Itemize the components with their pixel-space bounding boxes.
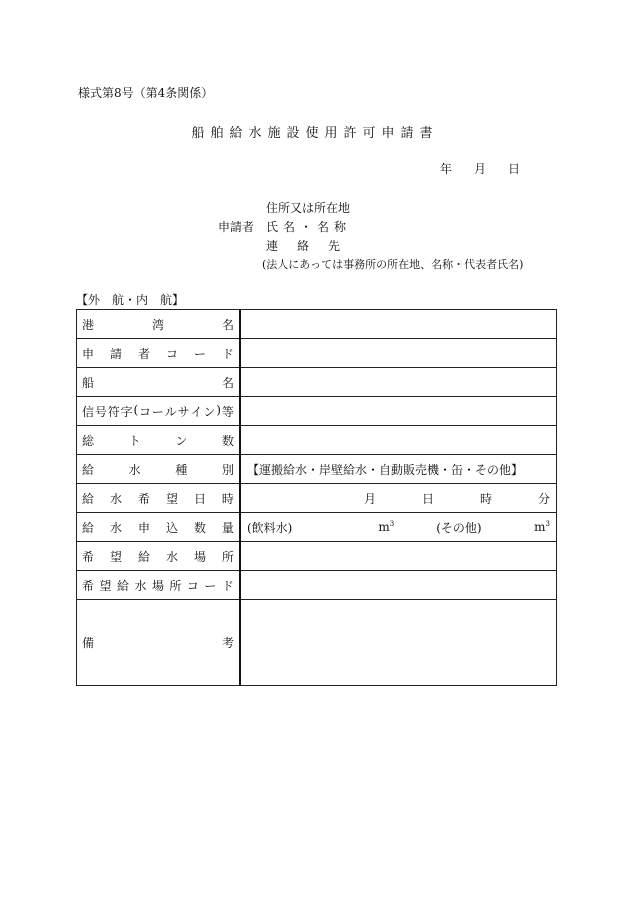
label-char: 希 bbox=[137, 491, 150, 506]
date-day: 日 bbox=[508, 162, 521, 176]
form-row-value[interactable] bbox=[240, 600, 557, 686]
label-char: 水 bbox=[134, 578, 147, 593]
form-row-label-text bbox=[82, 432, 234, 449]
form-row-label bbox=[77, 426, 241, 455]
form-row-label bbox=[77, 571, 241, 600]
document-title: 船舶給水施設使用許可申請書 bbox=[191, 126, 439, 141]
label-char: 時 bbox=[221, 491, 234, 506]
label-char: ー bbox=[204, 578, 217, 593]
label-char: 者 bbox=[137, 346, 150, 361]
label-char: 港 bbox=[82, 317, 95, 332]
label-char: 請 bbox=[109, 346, 122, 361]
form-row-label bbox=[77, 600, 241, 686]
label-char: 場 bbox=[193, 549, 206, 564]
label-char: 給 bbox=[82, 520, 95, 535]
label-char: コ bbox=[139, 404, 152, 419]
application-date bbox=[440, 160, 520, 177]
form-row-label bbox=[77, 513, 241, 542]
datetime-unit-hour: 時 bbox=[479, 491, 492, 506]
form-row bbox=[77, 368, 557, 397]
quantity-other-label: (その他) bbox=[436, 520, 482, 535]
label-char: 込 bbox=[165, 520, 178, 535]
label-char: 数 bbox=[221, 433, 234, 448]
form-row-label bbox=[77, 397, 241, 426]
form-row-label bbox=[77, 455, 241, 484]
label-char: 水 bbox=[128, 462, 141, 477]
label-char: ト bbox=[128, 433, 141, 448]
form-row-label bbox=[77, 310, 241, 339]
label-char: ド bbox=[221, 578, 234, 593]
applicant-contact-label: 連絡先 bbox=[266, 239, 360, 253]
datetime-unit-day: 日 bbox=[421, 491, 434, 506]
label-char: 総 bbox=[82, 433, 95, 448]
label-char: 備 bbox=[82, 636, 95, 650]
label-char: 給 bbox=[82, 491, 95, 506]
label-char: 等 bbox=[221, 404, 234, 419]
quantity-unit-drinking bbox=[378, 520, 394, 534]
form-row-label-text bbox=[82, 316, 234, 333]
form-row-value[interactable] bbox=[240, 455, 557, 484]
application-form-table bbox=[76, 309, 557, 686]
form-row bbox=[77, 426, 557, 455]
label-char: 希 bbox=[82, 549, 95, 564]
form-row bbox=[77, 339, 557, 368]
label-char: 望 bbox=[99, 578, 112, 593]
form-row-label-text bbox=[82, 519, 234, 536]
quantity-fields bbox=[247, 519, 550, 536]
label-char: 数 bbox=[193, 520, 206, 535]
label-char: 場 bbox=[151, 578, 164, 593]
form-row bbox=[77, 455, 557, 484]
label-char: ( bbox=[133, 402, 139, 417]
quantity-unit-other-base: m bbox=[534, 520, 546, 534]
form-row-label-text bbox=[82, 634, 234, 651]
applicant-label: 申請者 bbox=[218, 220, 255, 234]
label-char: コ bbox=[165, 346, 178, 361]
label-char: ー bbox=[151, 404, 164, 419]
label-char: 給 bbox=[116, 578, 129, 593]
form-row-label-text bbox=[82, 548, 234, 565]
label-char: 希 bbox=[82, 578, 95, 593]
quantity-unit-other bbox=[534, 520, 550, 534]
form-row-label-text bbox=[82, 345, 234, 362]
quantity-unit-other-exponent: 3 bbox=[545, 520, 550, 528]
label-char: 別 bbox=[221, 462, 234, 477]
label-char: 信 bbox=[82, 404, 95, 419]
date-year: 年 bbox=[440, 162, 453, 176]
label-char: 所 bbox=[169, 578, 182, 593]
form-row-value[interactable] bbox=[240, 426, 557, 455]
form-row-value[interactable] bbox=[240, 542, 557, 571]
form-row-value[interactable] bbox=[240, 310, 557, 339]
form-row-label bbox=[77, 339, 241, 368]
label-char: 申 bbox=[82, 346, 95, 361]
form-row-label-text bbox=[82, 461, 234, 478]
form-row bbox=[77, 484, 557, 513]
label-char: ) bbox=[216, 402, 221, 417]
quantity-drinking-label: (飲料水) bbox=[247, 520, 293, 535]
form-row-value[interactable] bbox=[240, 571, 557, 600]
form-row bbox=[77, 542, 557, 571]
label-char: 湾 bbox=[151, 317, 164, 332]
form-row-label-text bbox=[82, 403, 234, 420]
datetime-unit-minute: 分 bbox=[537, 491, 550, 506]
form-row bbox=[77, 513, 557, 542]
label-char: 水 bbox=[109, 491, 122, 506]
applicant-address-label: 住所又は所在地 bbox=[266, 201, 351, 215]
date-month: 月 bbox=[474, 162, 487, 176]
label-char: 所 bbox=[221, 549, 234, 564]
form-row-label bbox=[77, 368, 241, 397]
label-char: ー bbox=[193, 346, 206, 361]
label-char: ド bbox=[221, 346, 234, 361]
form-row-label bbox=[77, 484, 241, 513]
label-char: ル bbox=[164, 404, 177, 419]
form-row-value[interactable] bbox=[240, 484, 557, 513]
label-char: 給 bbox=[137, 549, 150, 564]
label-char: 号 bbox=[94, 404, 107, 419]
quantity-unit-drinking-base: m bbox=[378, 520, 390, 534]
water-supply-type-options: 【運搬給水・岸壁給水・自動販売機・缶・その他】 bbox=[247, 462, 524, 477]
form-number: 様式第8号（第4条関係） bbox=[78, 86, 214, 100]
form-row-value[interactable] bbox=[240, 339, 557, 368]
label-char: 望 bbox=[165, 491, 178, 506]
label-char: ン bbox=[203, 404, 216, 419]
label-char: 給 bbox=[82, 462, 95, 477]
form-row-label-text bbox=[82, 577, 234, 594]
label-char: 船 bbox=[82, 375, 95, 390]
label-char: 考 bbox=[221, 636, 234, 650]
form-row bbox=[77, 600, 557, 686]
quantity-unit-drinking-exponent: 3 bbox=[389, 520, 395, 528]
form-row bbox=[77, 310, 557, 339]
label-char: ン bbox=[175, 433, 188, 448]
form-row-label-text bbox=[82, 374, 234, 391]
form-row bbox=[77, 571, 557, 600]
label-char: サ bbox=[177, 404, 190, 419]
label-char: 字 bbox=[120, 404, 133, 419]
label-char: コ bbox=[186, 578, 199, 593]
applicant-note: (法人にあっては事務所の所在地、名称・代表者氏名) bbox=[262, 258, 524, 271]
desired-datetime-fields bbox=[247, 490, 550, 507]
label-char: 日 bbox=[193, 491, 206, 506]
form-row-label-text bbox=[82, 490, 234, 507]
form-row-value[interactable] bbox=[240, 513, 557, 542]
label-char: 水 bbox=[109, 520, 122, 535]
applicant-name-label: 氏名・名称 bbox=[266, 220, 352, 234]
route-heading: 【外 航・内 航】 bbox=[76, 293, 185, 307]
form-row-value[interactable] bbox=[240, 397, 557, 426]
label-char: 名 bbox=[221, 317, 234, 332]
label-char: 名 bbox=[221, 375, 234, 390]
form-row bbox=[77, 397, 557, 426]
label-char: 量 bbox=[221, 520, 234, 535]
label-char: 符 bbox=[107, 404, 120, 419]
label-char: 水 bbox=[165, 549, 178, 564]
label-char: イ bbox=[190, 404, 203, 419]
label-char: 望 bbox=[109, 549, 122, 564]
form-row-value[interactable] bbox=[240, 368, 557, 397]
label-char: 種 bbox=[175, 462, 188, 477]
datetime-unit-month: 月 bbox=[363, 491, 376, 506]
form-row-label bbox=[77, 542, 241, 571]
label-char: 申 bbox=[137, 520, 150, 535]
